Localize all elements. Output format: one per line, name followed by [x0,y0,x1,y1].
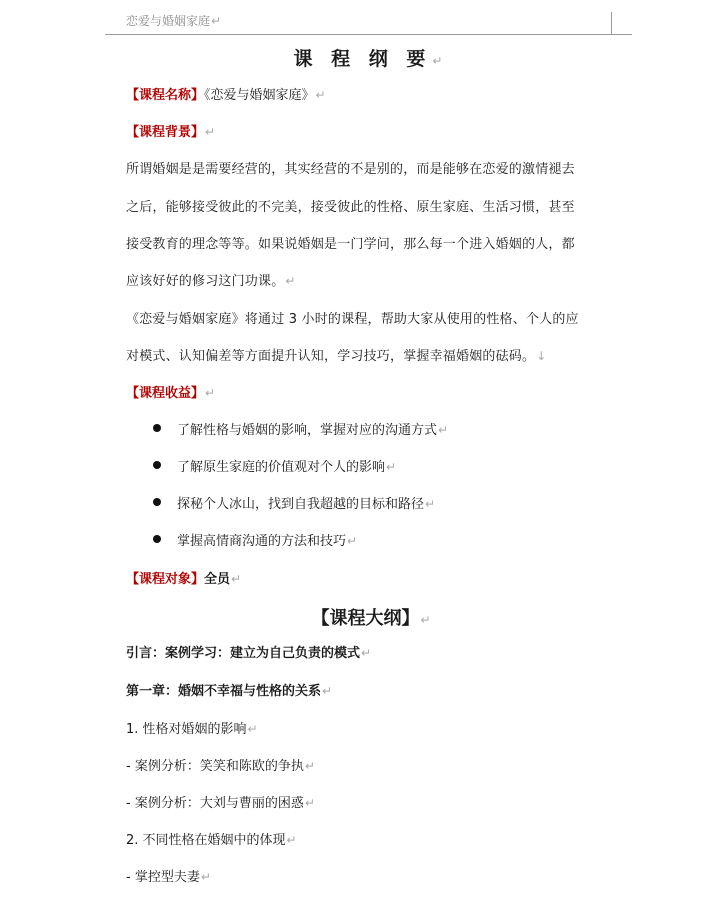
background-line-3: 接受教育的理念等等。如果说婚姻是一门学问，那么每一个进入婚姻的人，都 [126,237,575,252]
background-line-1: 所谓婚姻是是需要经营的，其实经营的不是别的，而是能够在恋爱的激情褪去 [126,162,575,177]
header-margin-tick [611,12,612,34]
audience-line: 【课程对象】全员↵ [126,572,242,587]
benefit-item: 了解性格与婚姻的影响，掌握对应的沟通方式↵ [177,423,449,438]
course-name-label: 【课程名称】 [126,88,205,103]
bullet-icon [153,424,161,432]
document-title: 课 程 纲 要↵ [293,48,449,70]
outline-item: 2. 不同性格在婚姻中的体现↵ [126,833,297,848]
benefit-item: 探秘个人冰山，找到自我超越的目标和路径↵ [177,497,436,512]
outline-item: - 掌控型夫妻↵ [126,870,211,885]
bullet-icon [153,461,161,469]
benefit-item: 了解原生家庭的价值观对个人的影响↵ [177,460,397,475]
benefits-heading: 【课程收益】↵ [126,386,216,401]
outline-item: 1. 性格对婚姻的影响↵ [126,722,258,737]
background-line-2: 之后，能够接受彼此的不完美，接受彼此的性格、原生家庭、生活习惯，甚至 [126,200,575,215]
header-text: 恋爱与婚姻家庭 [126,14,211,28]
bullet-icon [153,498,161,506]
background-heading: 【课程背景】↵ [126,125,216,140]
benefit-item: 掌握高情商沟通的方法和技巧↵ [177,534,358,549]
paragraph-mark: ↵ [211,14,222,28]
bullet-icon [153,535,161,543]
page-header [126,12,221,29]
audience-value: 全员 [204,572,231,587]
course-name-value: 《恋爱与婚姻家庭》 [204,88,315,103]
background-para2-line-2: 对模式、认知偏差等方面提升认知，学习技巧，掌握幸福婚姻的砝码。↓ [126,349,547,364]
outline-title: 【课程大纲】↵ [311,608,431,629]
background-para2-line-1: 《恋爱与婚姻家庭》将通过 3 小时的课程，帮助大家从使用的性格、个人的应 [126,312,579,327]
outline-item: - 案例分析：大刘与曹丽的困惑↵ [126,796,315,811]
audience-label: 【课程对象】 [126,572,205,587]
outline-item: - 案例分析：笑笑和陈欧的争执↵ [126,759,315,774]
header-rule [105,34,632,35]
course-name-line: 【课程名称】《恋爱与婚姻家庭》↵ [126,88,326,103]
outline-intro: 引言：案例学习：建立为自己负责的模式↵ [126,646,372,661]
line-break-mark: ↓ [536,349,547,363]
outline-chapter-1: 第一章：婚姻不幸福与性格的关系↵ [126,684,333,699]
background-line-4: 应该好好的修习这门功课。↵ [126,274,296,289]
